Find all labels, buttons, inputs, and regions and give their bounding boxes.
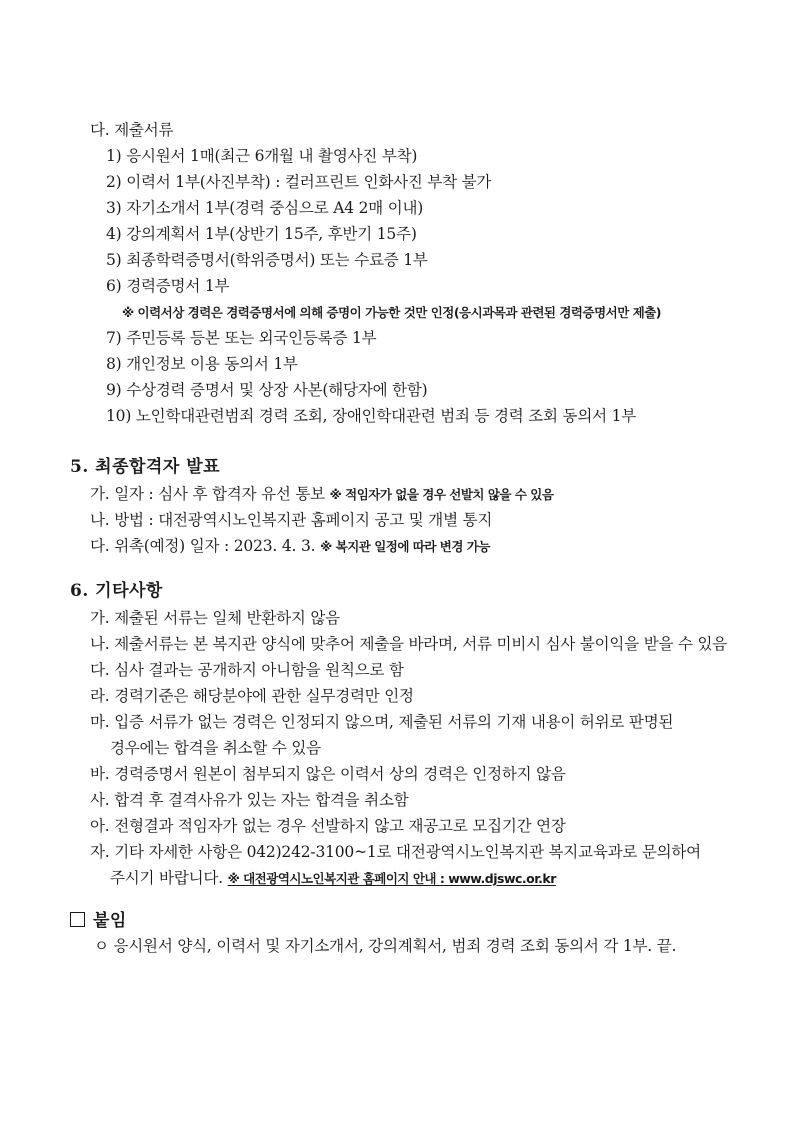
doc-item-5: 5) 최종학력증명서(학위증명서) 또는 수료증 1부 (106, 251, 428, 269)
section5-item-1-text: 가. 일자 : 심사 후 합격자 유선 통보 (90, 485, 330, 503)
section5-item-3-note: ※ 복지관 일정에 따라 변경 가능 (320, 539, 490, 554)
career-note: ※ 이력서상 경력은 경력증명서에 의해 증명이 가능한 것만 인정(응시과목과 관련된 경력증명서만 제출) (122, 305, 662, 320)
section6-item-4: 라. 경력기준은 해당분야에 관한 실무경력만 인정 (90, 687, 414, 705)
section5-item-3-text: 다. 위촉(예정) 일자 : 2023. 4. 3. (90, 537, 321, 555)
section5-item-1 (90, 484, 553, 505)
section6-item-7: 사. 합격 후 결격사유가 있는 자는 합격을 취소함 (90, 791, 409, 809)
section6-item-2: 나. 제출서류는 본 복지관 양식에 맞추어 제출을 바라며, 서류 미비시 심사 불이익을 받을 수 있음 (90, 635, 728, 653)
section6-heading: 6. 기타사항 (70, 581, 163, 601)
doc-item-9: 9) 수상경력 증명서 및 상장 사본(해당자에 한함) (106, 381, 428, 399)
section6-item-3: 다. 심사 결과는 공개하지 아니함을 원칙으로 함 (90, 661, 404, 679)
homepage-link[interactable]: ※ 대전광역시노인복지관 홈페이지 안내 : www.djswc.or.kr (227, 871, 556, 886)
doc-item-1: 1) 응시원서 1매(최근 6개월 내 촬영사진 부착) (106, 147, 418, 165)
doc-item-8: 8) 개인정보 이용 동의서 1부 (106, 355, 298, 373)
section5-item-3 (90, 536, 490, 557)
section5-item-1-note: ※ 적임자가 없을 경우 선발치 않을 수 있음 (329, 487, 554, 502)
attachment-heading: 붙임 (93, 911, 127, 931)
section6-item-8: 아. 전형결과 적임자가 없는 경우 선발하지 않고 재공고로 모집기간 연장 (90, 817, 566, 835)
attachment-heading-row (70, 910, 127, 932)
checkbox-square-icon (70, 912, 85, 927)
section6-item-5: 마. 입증 서류가 없는 경력은 인정되지 않으며, 제출된 서류의 기재 내용이 허위로 판명된 (90, 713, 674, 731)
doc-item-10: 10) 노인학대관련범죄 경력 조회, 장애인학대관련 범죄 등 경력 조회 동의서 1부 (106, 407, 637, 425)
section6-item-6: 바. 경력증명서 원본이 첨부되지 않은 이력서 상의 경력은 인정하지 않음 (90, 765, 566, 783)
section6-item-5-cont: 경우에는 합격을 취소할 수 있음 (110, 739, 321, 757)
section6-item-9-cont (110, 868, 556, 889)
section6-item-1: 가. 제출된 서류는 일체 반환하지 않음 (90, 609, 340, 627)
contact-text: 주시기 바랍니다. (110, 869, 228, 887)
doc-item-7: 7) 주민등록 등본 또는 외국인등록증 1부 (106, 329, 377, 347)
doc-item-4: 4) 강의계획서 1부(상반기 15주, 후반기 15주) (106, 225, 417, 243)
section5-item-2: 나. 방법 : 대전광역시노인복지관 홈페이지 공고 및 개별 통지 (90, 511, 493, 529)
doc-item-2: 2) 이력서 1부(사진부착) : 컬러프린트 인화사진 부착 불가 (106, 173, 492, 191)
section6-item-9: 자. 기타 자세한 사항은 042)242-3100~1로 대전광역시노인복지관 복지교육과로 문의하여 (90, 843, 701, 861)
attachment-item: ㅇ 응시원서 양식, 이력서 및 자기소개서, 강의계획서, 범죄 경력 조회 동의서 각 1부. 끝. (94, 937, 677, 955)
doc-item-6: 6) 경력증명서 1부 (106, 277, 230, 295)
docs-title: 다. 제출서류 (90, 121, 174, 139)
section5-heading: 5. 최종합격자 발표 (70, 457, 221, 477)
doc-item-3: 3) 자기소개서 1부(경력 중심으로 A4 2매 이내) (106, 199, 424, 217)
